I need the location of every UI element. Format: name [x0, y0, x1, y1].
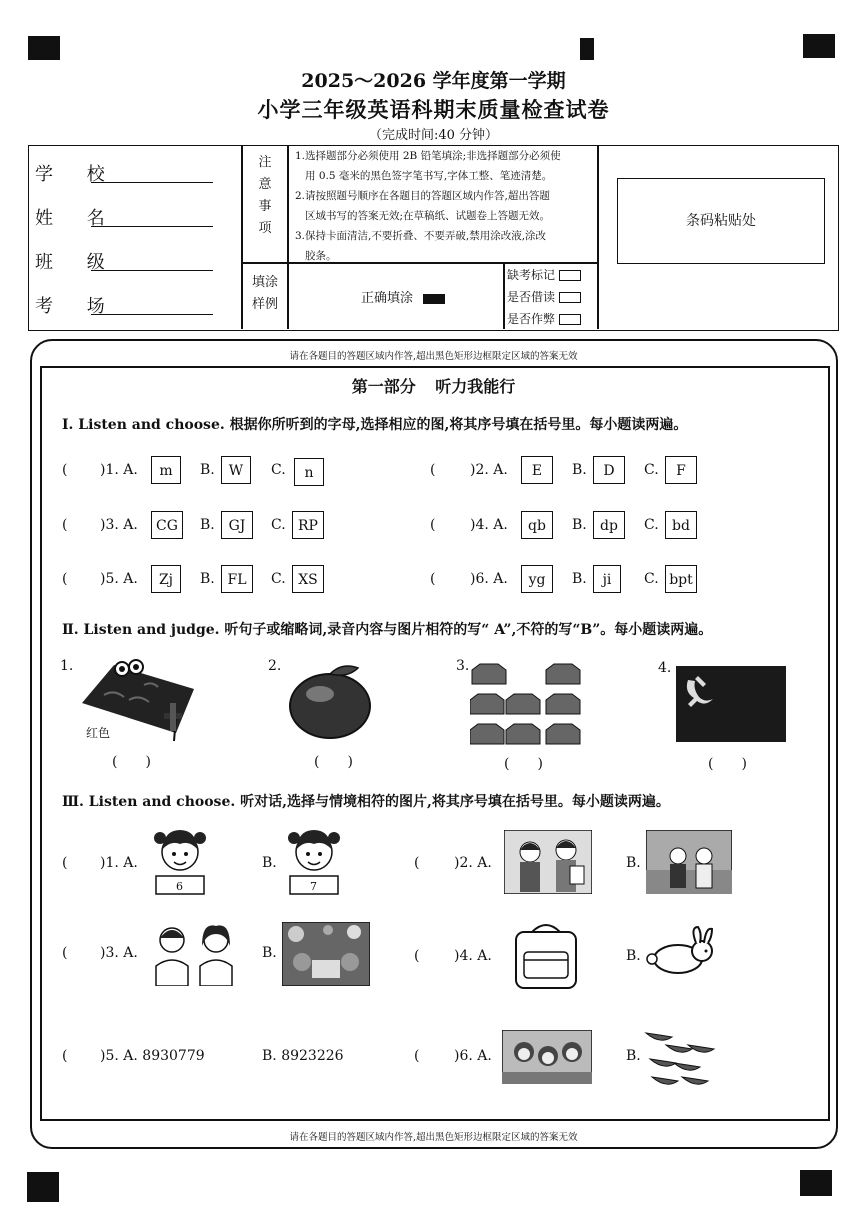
- judge-item-4-answer[interactable]: ( ): [708, 756, 747, 772]
- children-street-image: [646, 830, 732, 894]
- registration-mark-top-right: [803, 34, 835, 58]
- q4-option-a[interactable]: qb: [521, 511, 553, 539]
- field-label-room: 考 场: [35, 296, 119, 317]
- q5-label: )5. A.: [100, 571, 138, 587]
- info-panel: [28, 145, 839, 331]
- c-label: C.: [644, 517, 659, 533]
- c-label: C.: [644, 571, 659, 587]
- jackets-image: [470, 660, 590, 748]
- schoolbag-image: [508, 922, 584, 990]
- q6-option-a[interactable]: yg: [521, 565, 553, 593]
- notes-text: 1.选择题部分必须使用 2B 铅笔填涂;非选择题部分必须使 用 0.5 毫米的黑色签字笔书写,字体工整、笔迹清楚。 2.请按照题号顺序在各题目的答题区域内作答,超出答题 区域书写的答案无效;在草稿纸、试题卷上答题无效。 3.保持卡面清洁,不要折叠、不要弄破,禁用涂改液,涂改 胶条。: [295, 150, 561, 262]
- b-label: B.: [262, 945, 277, 961]
- b-label: B.: [626, 855, 641, 871]
- q4-label: )4. A.: [470, 517, 508, 533]
- judge-item-1-label: 1.: [60, 658, 74, 674]
- title-year: 2025～2026 学年度第一学期: [301, 70, 566, 92]
- section2-title: Ⅱ. Listen and judge. 听句子或缩略词,录音内容与图片相符的写“ A”,不符的写“B”。每小题读两遍。: [62, 622, 713, 638]
- barcode-area: 条码粘贴处: [617, 178, 825, 264]
- q6-option-b[interactable]: ji: [593, 565, 621, 593]
- s3-q3-label: )3. A.: [100, 945, 138, 961]
- judge-item-2-answer[interactable]: ( ): [314, 754, 353, 770]
- b-label: B.: [200, 571, 215, 587]
- q5-option-c[interactable]: XS: [292, 565, 324, 593]
- answer-paren[interactable]: (: [62, 855, 68, 871]
- s3-q6-label: )6. A.: [454, 1048, 492, 1064]
- c-label: C.: [271, 462, 286, 478]
- q1-option-a[interactable]: m: [151, 456, 181, 484]
- q3-option-a[interactable]: CG: [151, 511, 183, 539]
- b-label: B.: [572, 462, 587, 478]
- b-label: B.: [572, 517, 587, 533]
- q4-option-c[interactable]: bd: [665, 511, 697, 539]
- judge-item-1-answer[interactable]: ( ): [112, 754, 151, 770]
- class-input-line[interactable]: [91, 270, 213, 271]
- q3-label: )3. A.: [100, 517, 138, 533]
- title-time: （完成时间:40 分钟）: [368, 128, 499, 143]
- warning-top: 请在各题目的答题区域内作答,超出黑色矩形边框限定区域的答案无效: [289, 351, 578, 362]
- c-label: C.: [271, 517, 286, 533]
- flag-image: [676, 666, 786, 742]
- q4-option-b[interactable]: dp: [593, 511, 625, 539]
- q6-option-c[interactable]: bpt: [665, 565, 697, 593]
- rabbit-image: [644, 925, 720, 979]
- notes-label: 注 意 事 项: [258, 155, 272, 236]
- field-label-name: 姓 名: [35, 208, 119, 229]
- name-input-line[interactable]: [91, 226, 213, 227]
- filled-box-icon: [423, 294, 445, 304]
- section1-title: Ⅰ. Listen and choose. 根据你所听到的字母,选择相应的图,将其序号填在括号里。每小题读两遍。: [62, 417, 688, 433]
- answer-paren[interactable]: (: [62, 945, 68, 961]
- birthday-party-image: [282, 922, 370, 986]
- b-label: B.: [626, 1048, 641, 1064]
- q2-label: )2. A.: [470, 462, 508, 478]
- fill-sample-label: 填涂 样例: [251, 275, 278, 312]
- judge-item-3-answer[interactable]: ( ): [504, 756, 543, 772]
- school-input-line[interactable]: [91, 182, 213, 183]
- registration-mark-bottom-right: [800, 1170, 832, 1196]
- s3-q5-label: )5. A. 8930779: [100, 1048, 205, 1064]
- field-label-class: 班 级: [35, 252, 119, 273]
- answer-paren[interactable]: (: [430, 462, 436, 478]
- answer-paren[interactable]: (: [62, 517, 68, 533]
- title-main: 小学三年级英语科期末质量检查试卷: [257, 97, 610, 122]
- fill-correct-sample: 正确填涂: [361, 287, 445, 306]
- q5-option-a[interactable]: Zj: [151, 565, 181, 593]
- answer-paren[interactable]: (: [414, 948, 420, 964]
- check-absent[interactable]: 缺考标记: [507, 266, 581, 283]
- room-input-line[interactable]: [91, 314, 213, 315]
- bananas-image: [644, 1025, 720, 1091]
- answer-paren[interactable]: (: [62, 1048, 68, 1064]
- q3-option-b[interactable]: GJ: [221, 511, 253, 539]
- s3-q5-option-b: B. 8923226: [262, 1048, 344, 1064]
- c-label: C.: [644, 462, 659, 478]
- c-label: C.: [271, 571, 286, 587]
- registration-mark-bottom-left: [27, 1172, 59, 1202]
- girl-six-number: 6: [176, 880, 183, 893]
- check-cheating[interactable]: 是否作弊: [507, 310, 581, 327]
- children-photo-image: [504, 830, 592, 894]
- b-label: B.: [200, 517, 215, 533]
- answer-paren[interactable]: (: [414, 855, 420, 871]
- b-label: B.: [262, 855, 277, 871]
- s3-q4-label: )4. A.: [454, 948, 492, 964]
- q1-label: )1. A.: [100, 462, 138, 478]
- check-transfer[interactable]: 是否借读: [507, 288, 581, 305]
- b-label: B.: [572, 571, 587, 587]
- s3-q2-label: )2. A.: [454, 855, 492, 871]
- section3-title: Ⅲ. Listen and choose. 听对话,选择与情境相符的图片,将其序号填在括号里。每小题读两遍。: [62, 794, 670, 810]
- q2-option-a[interactable]: E: [521, 456, 553, 484]
- b-label: B.: [200, 462, 215, 478]
- answer-paren[interactable]: (: [62, 571, 68, 587]
- answer-paren[interactable]: (: [430, 571, 436, 587]
- orange-image: [286, 660, 376, 740]
- registration-mark-top-center: [580, 38, 594, 60]
- judge-item-2-label: 2.: [268, 658, 282, 674]
- boy-girl-image: [150, 922, 240, 986]
- judge-item-4-label: 4.: [658, 660, 672, 676]
- warning-bottom: 请在各题目的答题区域内作答,超出黑色矩形边框限定区域的答案无效: [289, 1132, 578, 1143]
- kite-color-label: 红色: [86, 726, 111, 740]
- s3-q1-label: )1. A.: [100, 855, 138, 871]
- q1-option-c[interactable]: n: [294, 458, 324, 486]
- answer-paren[interactable]: (: [414, 1048, 420, 1064]
- q1-option-b[interactable]: W: [221, 456, 251, 484]
- q3-option-c[interactable]: RP: [292, 511, 324, 539]
- judge-item-3-label: 3.: [456, 658, 470, 674]
- field-label-school: 学 校: [35, 164, 119, 185]
- monkeys-image: [502, 1030, 592, 1084]
- q2-option-c[interactable]: F: [665, 456, 697, 484]
- q5-option-b[interactable]: FL: [221, 565, 253, 593]
- b-label: B.: [626, 948, 641, 964]
- q2-option-b[interactable]: D: [593, 456, 625, 484]
- answer-paren[interactable]: (: [62, 462, 68, 478]
- q6-label: )6. A.: [470, 571, 508, 587]
- answer-paren[interactable]: (: [430, 517, 436, 533]
- registration-mark-top-left: [28, 36, 60, 60]
- girl-seven-number: 7: [310, 880, 317, 893]
- part-title: 第一部分 听力我能行: [351, 377, 516, 396]
